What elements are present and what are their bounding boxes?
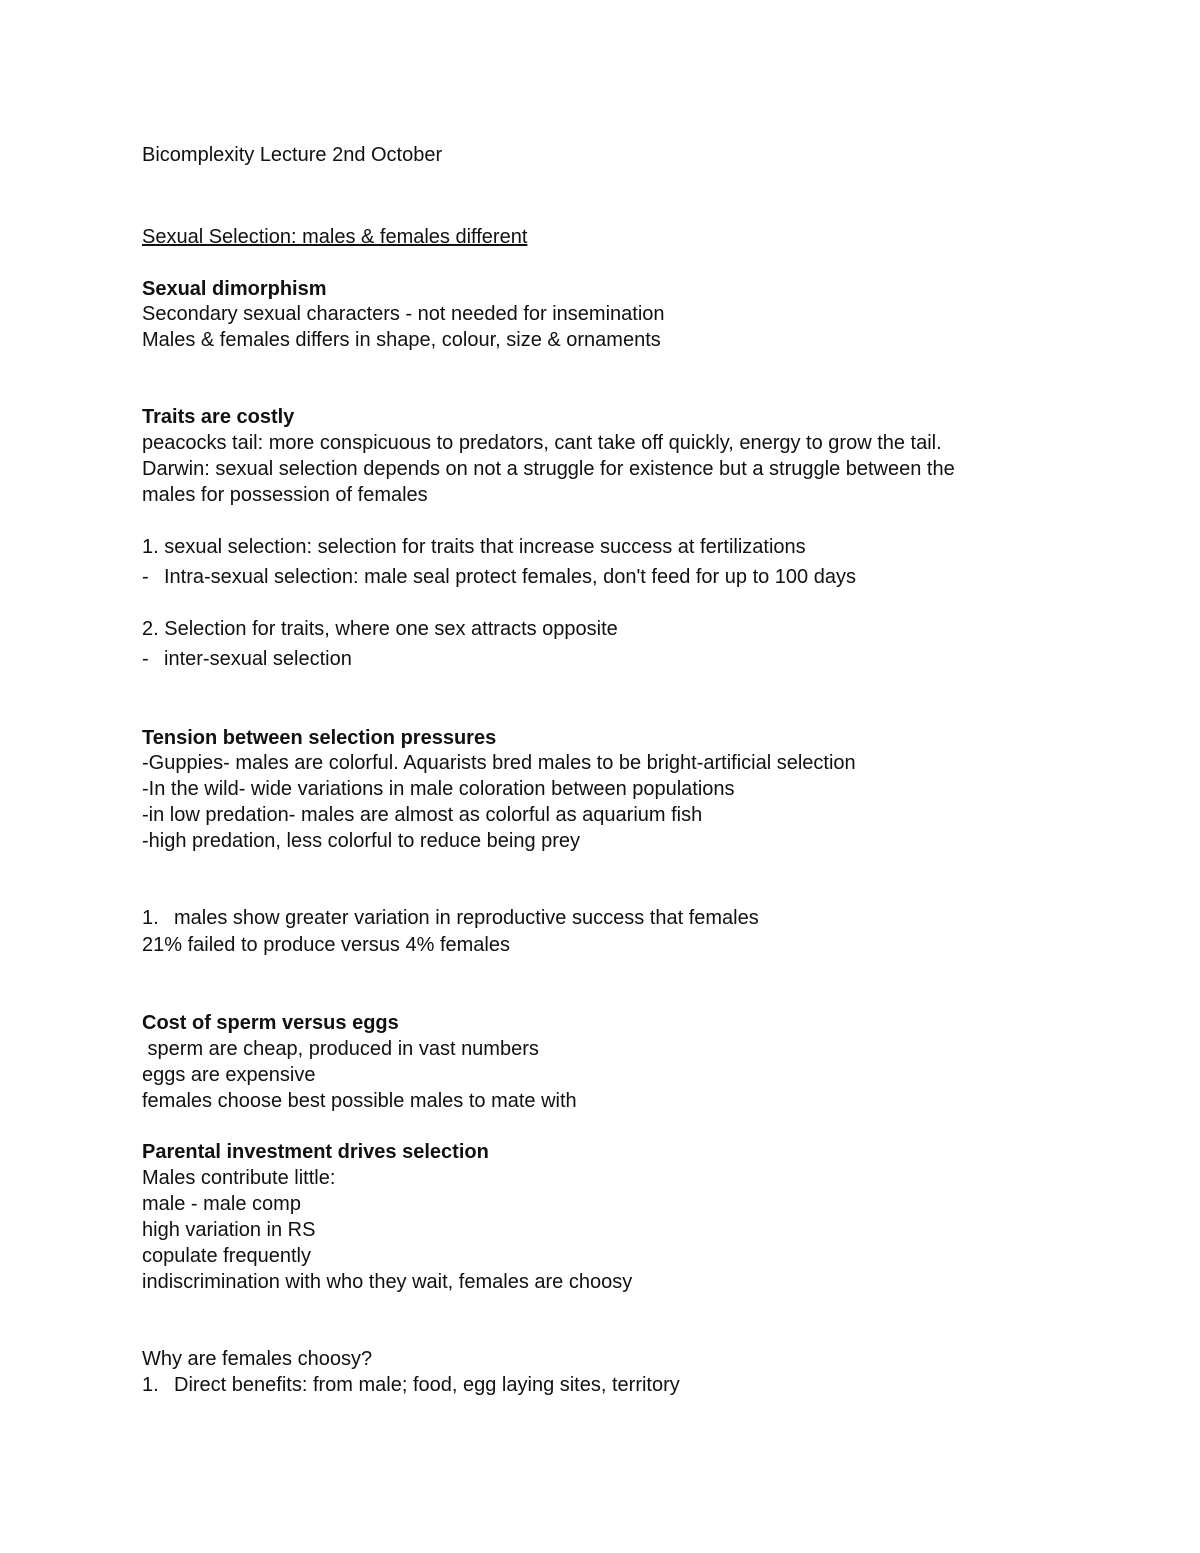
dash-bullet: - [142,566,149,588]
parental-line: copulate frequently [142,1245,312,1267]
numbered-item [142,906,759,930]
costly-heading: Traits are costly [142,406,295,428]
cost-sperm-line: females choose best possible males to mate with [142,1090,577,1112]
numbered-item-1: 1. sexual selection: selection for traits that increase success at fertilizations [142,536,806,558]
item-number: 1. [142,907,159,929]
parental-heading: Parental investment drives selection [142,1141,489,1163]
item-number: 1. [142,1374,159,1396]
bullet-item [142,647,352,671]
item-text: Direct benefits: from male; food, egg laying sites, territory [174,1374,680,1396]
cost-sperm-heading: Cost of sperm versus eggs [142,1012,399,1034]
parental-line: indiscrimination with who they wait, females are choosy [142,1271,633,1293]
parental-line: Males contribute little: [142,1167,336,1189]
costly-line: peacocks tail: more conspicuous to predators, cant take off quickly, energy to grow the tail. [142,432,942,454]
numbered-item-2: 2. Selection for traits, where one sex attracts opposite [142,618,618,640]
item-text: males show greater variation in reproductive success that females [174,907,759,929]
bullet-text: Intra-sexual selection: male seal protect females, don't feed for up to 100 days [164,566,856,588]
tension-heading: Tension between selection pressures [142,727,497,749]
dimorphism-heading: Sexual dimorphism [142,278,327,300]
choosy-question: Why are females choosy? [142,1348,373,1370]
bullet-text: inter-sexual selection [164,648,352,670]
parental-line: male - male comp [142,1193,301,1215]
numbered-item [142,1373,680,1397]
document-title: Bicomplexity Lecture 2nd October [142,144,443,166]
dash-bullet: - [142,648,149,670]
cost-sperm-line: eggs are expensive [142,1064,316,1086]
costly-line: Darwin: sexual selection depends on not a struggle for existence but a struggle between the [142,458,955,480]
stat-line: 21% failed to produce versus 4% females [142,934,510,956]
bullet-item [142,565,856,589]
tension-line: -in low predation- males are almost as colorful as aquarium fish [142,804,703,826]
section-heading: Sexual Selection: males & females different [142,226,528,248]
tension-line: -Guppies- males are colorful. Aquarists bred males to be bright-artificial selection [142,752,856,774]
cost-sperm-line: sperm are cheap, produced in vast numbers [142,1038,539,1060]
tension-line: -high predation, less colorful to reduce being prey [142,830,581,852]
tension-line: -In the wild- wide variations in male coloration between populations [142,778,735,800]
parental-line: high variation in RS [142,1219,316,1241]
costly-line: males for possession of females [142,484,428,506]
dimorphism-line: Males & females differs in shape, colour, size & ornaments [142,329,661,351]
dimorphism-line: Secondary sexual characters - not needed for insemination [142,303,665,325]
